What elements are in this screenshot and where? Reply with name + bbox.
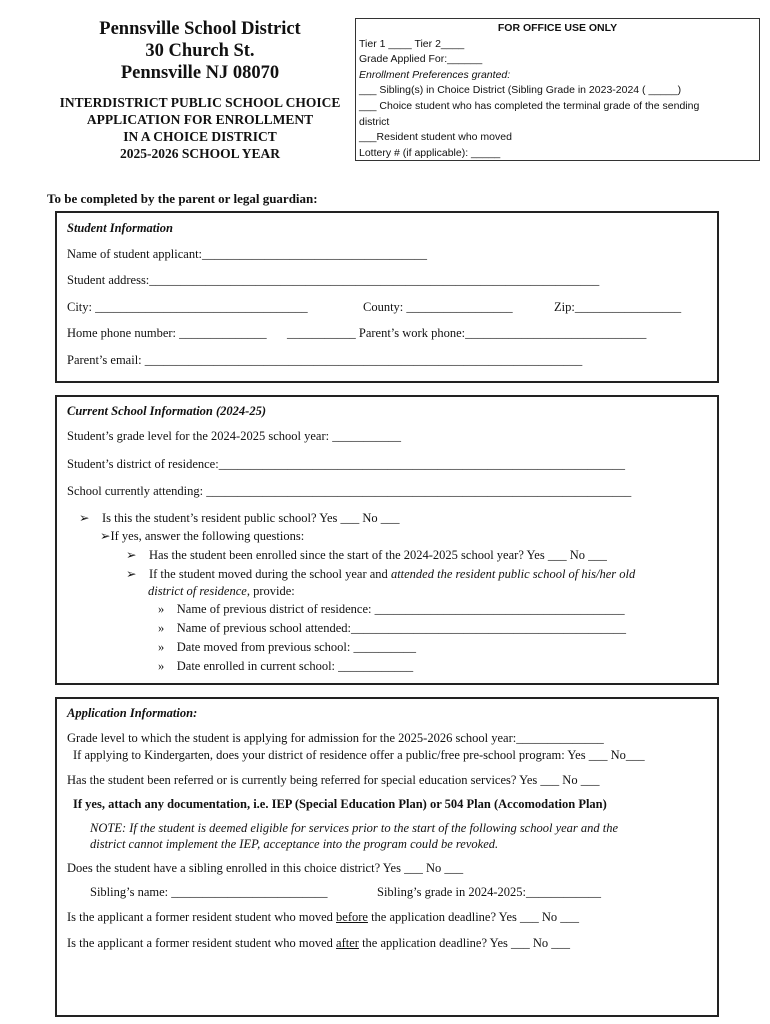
current-school-field[interactable]: School currently attending: ____________________________________________________________________ (67, 484, 632, 498)
moved-question-text-b: attended the resident public school of his/her old (390, 567, 636, 581)
prev-school-text[interactable]: Name of previous school attended:____________________________________________ (176, 621, 627, 635)
parent-email-field[interactable]: Parent’s email: ______________________________________________________________________ (67, 353, 583, 367)
form-title-line-3: IN A CHOICE DISTRICT (123, 129, 277, 144)
date-moved-text[interactable]: Date moved from previous school: __________ (176, 640, 416, 654)
moved-after-question[interactable] (67, 936, 570, 951)
enrolled-question (126, 547, 607, 563)
home-phone-field[interactable]: Home phone number: ______________ (67, 326, 267, 340)
county-field[interactable]: County: _________________ (363, 300, 513, 314)
moved-before-text-b: the application deadline? Yes ___ No ___ (367, 910, 580, 924)
moved-before-text-a: Is the applicant a former resident student who moved (67, 910, 337, 924)
student-address-field[interactable]: Student address:________________________________________________________________________ (67, 273, 600, 287)
zip-field[interactable]: Zip:_________________ (554, 300, 682, 314)
office-tier: Tier 1 ____ Tier 2____ (359, 37, 465, 50)
application-info-title: Application Information: (67, 706, 198, 720)
sub-bullet-icon: » (158, 659, 165, 673)
moved-after-text-b: the application deadline? Yes ___ No ___ (358, 936, 571, 950)
arrow-bullet-icon: ➢ (126, 548, 137, 562)
district-street: 30 Church St. (145, 41, 255, 61)
student-name-field[interactable]: Name of student applicant:____________________________________ (67, 247, 428, 261)
sub-bullet-icon: » (158, 640, 165, 654)
current-grade-field[interactable]: Student’s grade level for the 2024-2025 school year: ___________ (67, 429, 401, 443)
application-info-section (55, 697, 719, 1017)
if-yes-line (100, 528, 304, 544)
office-sibling: ___ Sibling(s) in Choice District (Sibling Grade in 2023-2024 ( _____) (359, 84, 682, 97)
form-title-line-4: 2025-2026 SCHOOL YEAR (119, 146, 281, 161)
arrow-bullet-icon: ➢ (100, 529, 111, 543)
attach-docs-instruction: If yes, attach any documentation, i.e. IEP (Special Education Plan) or 504 Plan (Accomodation Plan) (73, 797, 607, 811)
office-use-box (355, 18, 760, 161)
office-resident: ___Resident student who moved (359, 131, 512, 144)
sub-bullet-icon: » (158, 621, 165, 635)
applying-grade-field[interactable]: Grade level to which the student is applying for admission for the 2025-2026 school year:______________ (67, 731, 604, 745)
office-choice-line-2: district (359, 115, 390, 128)
student-info-title: Student Information (67, 221, 173, 235)
sibling-question[interactable]: Does the student have a sibling enrolled in this choice district? Yes ___ No ___ (67, 861, 464, 875)
current-school-title: Current School Information (2024-25) (67, 404, 266, 418)
sibling-name-field[interactable]: Sibling’s name: _________________________ (90, 885, 328, 899)
prev-district-field (158, 602, 625, 617)
sub-bullet-icon: » (158, 602, 165, 616)
moved-before-emphasis: before (336, 910, 368, 924)
intro-text: To be completed by the parent or legal guardian: (47, 191, 318, 206)
moved-after-emphasis: after (336, 936, 359, 950)
date-enrolled-field (158, 659, 413, 674)
resident-school-question (79, 510, 400, 526)
moved-question-cont (148, 584, 295, 599)
form-title-line-1: INTERDISTRICT PUBLIC SCHOOL CHOICE (59, 95, 341, 110)
moved-before-question[interactable] (67, 910, 579, 925)
arrow-bullet-icon: ➢ (79, 511, 90, 525)
date-enrolled-text[interactable]: Date enrolled in current school: ____________ (176, 659, 414, 673)
prev-school-field (158, 621, 626, 636)
sibling-grade-field[interactable]: Sibling’s grade in 2024-2025:____________ (377, 885, 601, 899)
office-use-title: FOR OFFICE USE ONLY (497, 22, 618, 34)
district-city: Pennsville NJ 08070 (120, 63, 280, 83)
current-school-section (55, 395, 719, 685)
arrow-bullet-icon: ➢ (126, 567, 137, 581)
resident-school-question-text[interactable]: Is this the student’s resident public school? Yes ___ No ___ (101, 511, 400, 525)
form-title-line-2: APPLICATION FOR ENROLLMENT (86, 112, 314, 127)
form-header (20, 18, 380, 162)
city-field[interactable]: City: __________________________________ (67, 300, 308, 314)
moved-question-text-a: If the student moved during the school year and (148, 567, 391, 581)
special-ed-question[interactable]: Has the student been referred or is currently being referred for special education services? Yes ___ No ___ (67, 773, 600, 787)
student-info-section (55, 211, 719, 383)
moved-question-text-d: , provide: (246, 584, 295, 598)
moved-question (126, 566, 635, 582)
work-phone-field[interactable]: ___________ Parent’s work phone:_____________________________ (287, 326, 647, 340)
date-moved-field (158, 640, 416, 655)
office-prefs: Enrollment Preferences granted: (359, 68, 511, 81)
district-of-residence-field[interactable]: Student’s district of residence:_________________________________________________________________ (67, 457, 625, 471)
prev-district-text[interactable]: Name of previous district of residence: ________________________________________ (176, 602, 625, 616)
note-line-1: NOTE: If the student is deemed eligible for services prior to the start of the following school year and the (90, 821, 619, 835)
office-lottery: Lottery # (if applicable): _____ (359, 146, 501, 159)
moved-question-text-c: district of residence (148, 584, 247, 598)
district-name: Pennsville School District (99, 19, 301, 39)
kindergarten-question[interactable]: If applying to Kindergarten, does your district of residence offer a public/free pre-school program: Yes ___ No___ (73, 748, 645, 762)
note-line-2: district cannot implement the IEP, acceptance into the program could be revoked. (90, 837, 499, 851)
moved-after-text-a: Is the applicant a former resident student who moved (67, 936, 337, 950)
office-choice-line-1: ___ Choice student who has completed the terminal grade of the sending (359, 99, 700, 112)
if-yes-text: If yes, answer the following questions: (110, 529, 305, 543)
office-grade: Grade Applied For:______ (359, 53, 483, 66)
enrolled-question-text[interactable]: Has the student been enrolled since the start of the 2024-2025 school year? Yes ___ No ___ (148, 548, 607, 562)
